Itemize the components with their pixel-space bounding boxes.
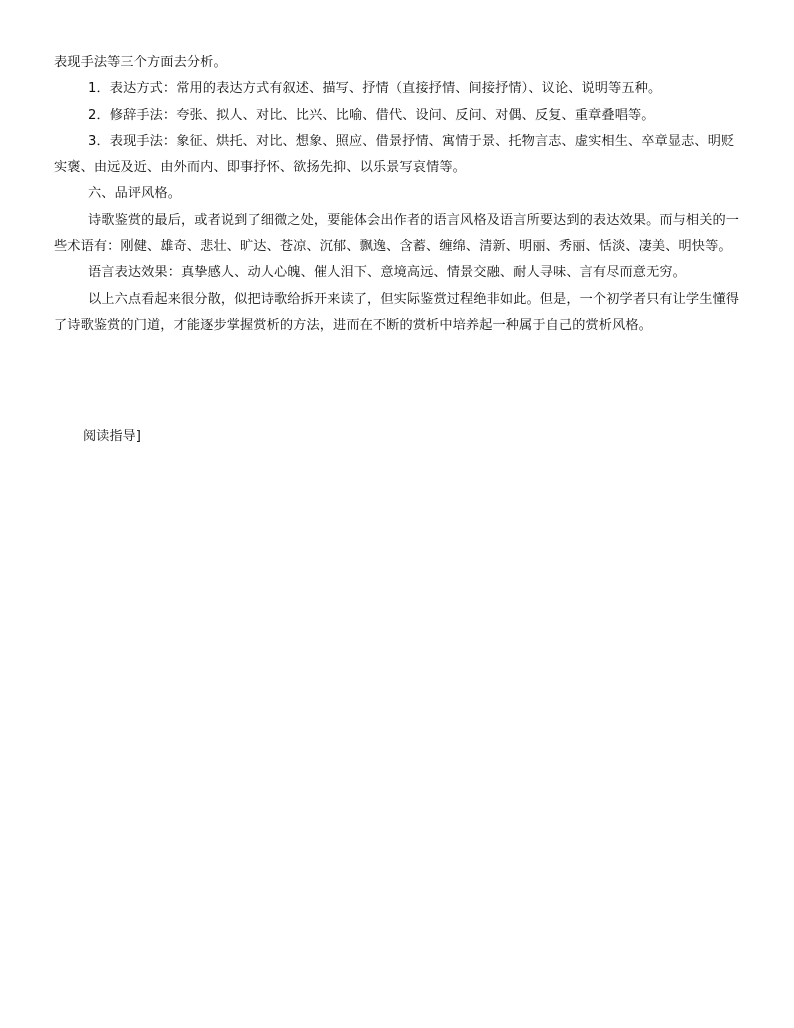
paragraph-continuation: 表现手法等三个方面去分析。 (54, 55, 227, 70)
paragraph-expression-methods: 1．表达方式：常用的表达方式有叙述、描写、抒情（直接抒情、间接抒情）、议论、说明等五种。 (88, 81, 662, 97)
reading-guide-heading: 阅读指导] (83, 429, 141, 444)
paragraph-summary: 以上六点看起来很分散，似把诗歌给拆开来读了，但实际鉴赏过程绝非如此。但是，一个初学者只有让学生懂得了诗歌鉴赏的门道，才能逐步掌握赏析的方法，进而在不断的赏析中培养起一种属于自己的赏析风格。 (54, 291, 740, 333)
paragraph-rhetoric-methods: 2．修辞手法：夸张、拟人、对比、比兴、比喻、借代、设问、反问、对偶、反复、重章叠唱等。 (88, 107, 655, 123)
document-body (54, 50, 744, 339)
paragraph-style-terms: 诗歌鉴赏的最后，或者说到了细微之处，要能体会出作者的语言风格及语言所要达到的表达效果。而与相关的一些术语有：刚健、雄奇、悲壮、旷达、苍凉、沉郁、飘逸、含蓄、缠绵、清新、明丽、秀丽、恬淡、凄美、明快等。 (54, 212, 740, 255)
section-heading-style: 六、品评风格。 (88, 186, 182, 202)
paragraph-language-effect: 语言表达效果：真挚感人、动人心魄、催人泪下、意境高远、情景交融、耐人寻味、言有尽而意无穷。 (88, 265, 686, 281)
paragraph-presentation-methods: 3．表现手法：象征、烘托、对比、想象、照应、借景抒情、寓情于景、托物言志、虚实相生、卒章显志、明贬实褒、由远及近、由外而内、即事抒怀、欲扬先抑、以乐景写哀情等。 (54, 133, 735, 176)
